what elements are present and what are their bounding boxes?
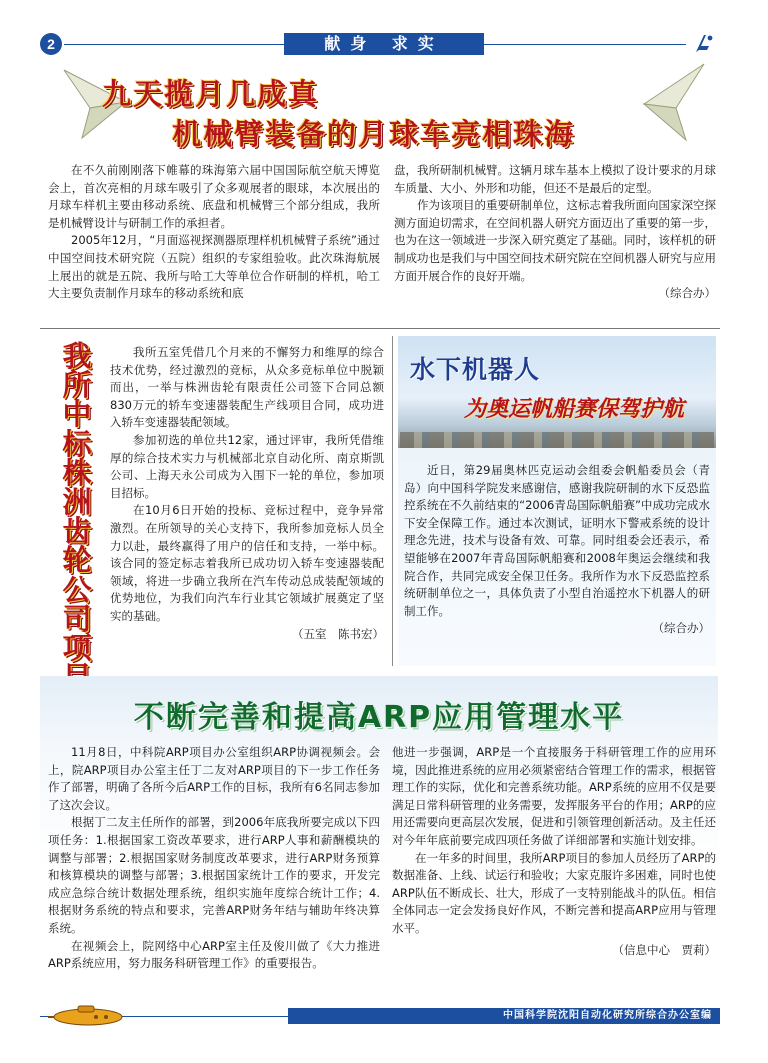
headline-char: 标: [62, 426, 92, 461]
paper-plane-icon: [636, 60, 708, 144]
paragraph: 他进一步强调，ARP是一个直接服务于科研管理工作的应用环境，因此推进系统的应用必须紧密结合管理工作的需求，根据管理工作的实际，优化和完善系统功能。ARP系统的应用不仅是要满足日常科研管理的业务需要，发挥服务平台的作用；ARP的应用还需要向更高层次发展，促进和引领管理创新活动。及主任还对今年年底前要完成四项任务做了详细部署和实施计划安排。: [392, 745, 716, 847]
article1-column-1: [48, 162, 380, 303]
article4-signature: （信息中心 贾莉）: [612, 942, 716, 957]
article3-body: [404, 462, 710, 638]
headline-line-2: 机械臂装备的月球车亮相珠海: [172, 117, 576, 151]
institute-logo-icon: [692, 32, 716, 56]
headline-char: 轮: [62, 543, 92, 578]
paragraph: 近日，第29届奥林匹克运动会组委会帆船委员会（青岛）向中国科学院发来感谢信，感谢我院研制的水下反恐监控系统在不久前结束的“2006青岛国际帆船赛”中成功完成水下安全保障工作。通过本次测试，证明水下警戒系统的设计理念先进，技术与设备有效、可靠。同时组委会还表示，希望能够在2007年青岛国际帆船赛和2008年奥运会继续和我院合作，共同完成安全保卫任务。我所作为水下反恐监控系统研制单位之一，具体负责了小型自治遥控水下机器人的研制工作。: [404, 463, 710, 618]
paragraph: 在视频会上，院网络中心ARP室主任及俊川做了《大力推进ARP系统应用，努力服务科研管理工作》的重要报告。: [48, 938, 380, 971]
vertical-headline: [52, 339, 102, 666]
section-divider: [40, 328, 720, 329]
headline-char: 我: [62, 339, 92, 373]
headline-char: 齿: [62, 514, 92, 549]
paragraph: 11月8日，中科院ARP项目办公室组织ARP协调视频会。会上，院ARP项目办公室主任丁二友对ARP项目的下一步工作任务作了部署，明确了各所今后ARP工作的目标，我所有6名同志参加了这次会议。: [48, 745, 380, 812]
article3-title: 水下机器人: [410, 355, 541, 384]
paragraph: 盘，我所研制机械臂。这辆月球车基本上模拟了设计要求的月球车质量、大小、外形和功能，但还不是最后的定型。: [394, 163, 716, 195]
article3-signature: （综合办）: [652, 621, 710, 636]
section-title: 献身 求实: [284, 33, 484, 55]
page-number: 2: [40, 33, 62, 55]
headline-char: 项: [62, 631, 92, 666]
column-separator: [392, 336, 393, 666]
sailboats-image: [400, 432, 714, 448]
paragraph: 根据丁二友主任所作的部署，到2006年底我所要完成以下四项任务：1.根据国家工资改革要求，进行ARP人事和薪酬模块的调整与部署；2.根据国家财务制度改革要求，进行ARP财务预算和核算模块的调整与部署；3.根据国家统计工作的要求，开发完成应急综合统计数据处理系统，组织实施年度综合统计工作；4.根据财务系统的特点和要求，完善ARP财务年结与辅助年终决算系统。: [48, 815, 380, 935]
headline-char: 司: [62, 601, 92, 636]
paragraph: 作为该项目的重要研制单位，这标志着我所面向国家深空探测方面迫切需求，在空间机器人研究方面迈出了重要的第一步，也为在这一领域进一步深入研究奠定了基础。同时，该样机的研制成功也是我们与中国空间技术研究院在空间机器人研究与应用方面开展合作的良好开端。: [394, 198, 716, 283]
footer-org-name: 中国科学院沈阳自动化研究所综合办公室编: [503, 1010, 712, 1021]
article1-column-2: [394, 162, 716, 303]
headline-char: 洲: [62, 485, 92, 520]
headline-char: 中: [62, 397, 92, 432]
paragraph: 在不久前刚刚落下帷幕的珠海第六届中国国际航空航天博览会上，首次亮相的月球车吸引了众多观展者的眼球，本次展出的月球车样机主要由移动系统、底盘和机械臂三个部分组成，我所是机械臂设计与研制工作的承担者。: [48, 163, 380, 230]
article4-column-1: [48, 744, 380, 973]
headline-char: 公: [62, 572, 92, 607]
article4-title: 不断完善和提高ARP应用管理水平: [133, 700, 625, 735]
headline-line-1: 九天揽月几成真: [102, 77, 320, 111]
article1-signature: （综合办）: [658, 286, 716, 301]
paragraph: 参加初选的单位共12家，通过评审，我所凭借维厚的综合技术实力与机械部北京自动化所、南京斯凯公司、上海天永公司成为入围下一轮的单位，参加项目招标。: [110, 432, 384, 500]
paragraph: 在一年多的时间里，我所ARP项目的参加人员经历了ARP的数据准备、上线、试运行和验收；大家克服许多困难，同时也使ARP队伍不断成长、壮大，形成了一支特别能战斗的队伍。相信全体同志一定会发扬良好作风，不断完善和提高ARP应用与管理水平。: [392, 850, 716, 935]
headline-char: 株: [62, 455, 92, 490]
article3-subtitle: 为奥运帆船赛保驾护航: [464, 396, 685, 422]
article4-column-2: [392, 744, 716, 959]
paragraph: 我所五室凭借几个月来的不懈努力和维厚的综合技术优势，经过激烈的竞标，从众多竞标单位中脱颖而出，一举与株洲齿轮有限责任公司签下合同总额830万元的轿车变速器装配生产线项目合同，成功进入轿车变速器装配领域。: [110, 345, 384, 430]
submarine-icon: [48, 1002, 128, 1028]
article2-signature: （五室 陈书宏）: [292, 626, 384, 641]
paragraph: 在10月6日开始的投标、竞标过程中，竞争异常激烈。在所领导的关心支持下，我所参加竞标人员全力以赴，最终赢得了用户的信任和支持，一举中标。该合同的签定标志着我所已成功切入轿车变速器装配领域，将进一步确立我所在汽车传动总成装配领域的优势地位，为我们向汽车行业其它领域扩展奠定了坚实的基础。: [110, 503, 384, 623]
paragraph: 2005年12月，“月面巡视探测器原理样机机械臂子系统”通过中国空间技术研究院（五院）组织的专家组验收。此次珠海航展上展出的就是五院、我所与哈工大等单位合作研制的样机，哈工大主要负责制作月球车的移动系统和底: [48, 233, 380, 301]
article2-body: [110, 344, 384, 643]
headline-char: 所: [62, 368, 92, 403]
